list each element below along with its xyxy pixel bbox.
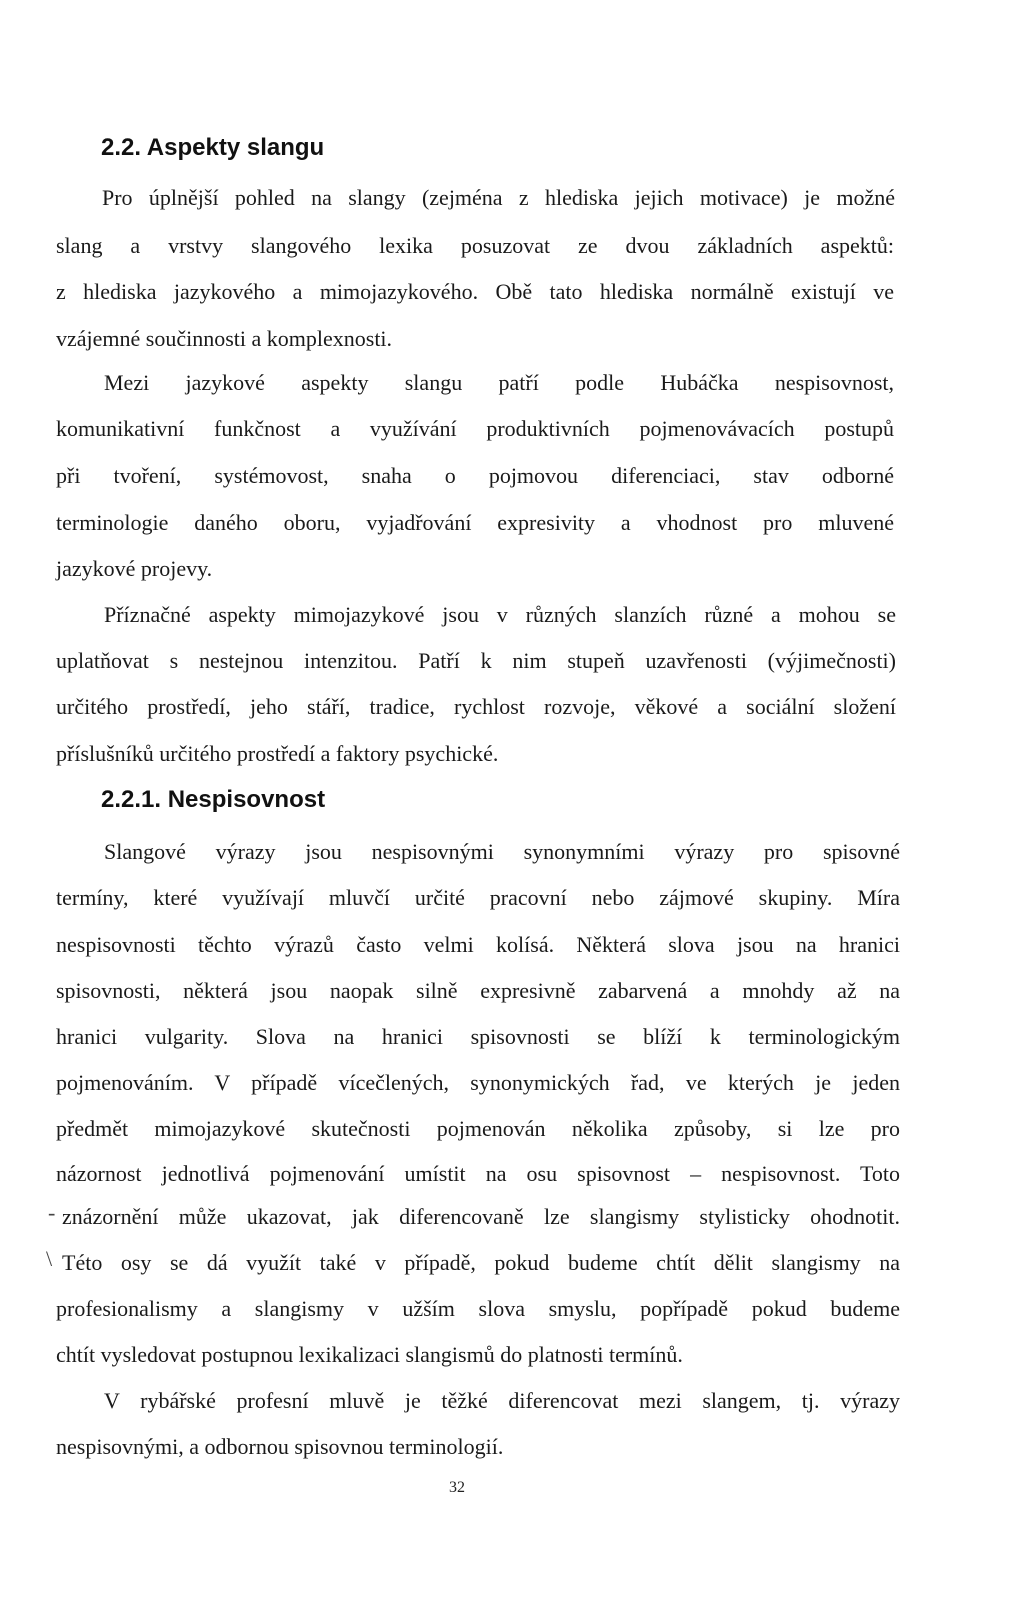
text-line: příslušníků určitého prostředí a faktory psychické.: [56, 741, 499, 766]
text-line: uplatňovat s nestejnou intenzitou. Patří k nim stupeň uzavřenosti (výjimečnosti): [56, 648, 896, 673]
subsection-heading: 2.2.1. Nespisovnost: [101, 786, 326, 813]
text-line: z hlediska jazykového a mimojazykového. Obě tato hlediska normálně existují ve: [56, 279, 894, 304]
text-line: nespisovnými, a odbornou spisovnou terminologií.: [56, 1434, 504, 1459]
text-line: Pro úplnější pohled na slangy (zejména z hlediska jejich motivace) je možné: [102, 185, 895, 210]
text-line: slang a vrstvy slangového lexika posuzovat ze dvou základních aspektů:: [56, 233, 894, 258]
text-line: Slangové výrazy jsou nespisovnými synonymními výrazy pro spisovné: [104, 839, 900, 864]
page-number: 32: [449, 1479, 465, 1496]
text-line: Mezi jazykové aspekty slangu patří podle Hubáčka nespisovnost,: [104, 370, 894, 395]
text-line: předmět mimojazykové skutečnosti pojmenován několika způsoby, si lze pro: [56, 1116, 900, 1141]
text-line: určitého prostředí, jeho stáří, tradice, rychlost rozvoje, věkové a sociální složení: [56, 694, 896, 719]
text-line: Této osy se dá využít také v případě, pokud budeme chtít dělit slangismy na: [62, 1250, 900, 1275]
text-line: Příznačné aspekty mimojazykové jsou v různých slanzích různé a mohou se: [104, 602, 896, 627]
text-line: znázornění může ukazovat, jak diferencovaně lze slangismy stylisticky ohodnotit.: [62, 1204, 900, 1229]
text-line: V rybářské profesní mluvě je těžké diferencovat mezi slangem, tj. výrazy: [104, 1388, 900, 1413]
margin-mark: -: [48, 1200, 56, 1225]
text-line: spisovnosti, některá jsou naopak silně expresivně zabarvená a mnohdy až na: [56, 978, 900, 1003]
section-heading: 2.2. Aspekty slangu: [101, 134, 325, 161]
text-line: názornost jednotlivá pojmenování umístit na osu spisovnost – nespisovnost. Toto: [56, 1161, 900, 1186]
text-line: profesionalismy a slangismy v užším slova smyslu, popřípadě pokud budeme: [56, 1296, 900, 1321]
text-line: komunikativní funkčnost a využívání produktivních pojmenovávacích postupů: [56, 416, 894, 441]
text-line: nespisovnosti těchto výrazů často velmi kolísá. Některá slova jsou na hranici: [56, 932, 900, 957]
text-line: hranici vulgarity. Slova na hranici spisovnosti se blíží k terminologickým: [56, 1024, 900, 1049]
text-line: vzájemné součinnosti a komplexnosti.: [56, 326, 393, 351]
text-line: pojmenováním. V případě vícečlených, synonymických řad, ve kterých je jeden: [56, 1070, 900, 1095]
text-line: termíny, které využívají mluvčí určité pracovní nebo zájmové skupiny. Míra: [56, 885, 900, 910]
margin-mark: \: [46, 1246, 53, 1271]
text-line: při tvoření, systémovost, snaha o pojmovou diferenciaci, stav odborné: [56, 463, 894, 488]
text-line: jazykové projevy.: [56, 556, 213, 581]
text-line: chtít vysledovat postupnou lexikalizaci slangismů do platnosti termínů.: [56, 1342, 683, 1367]
text-line: terminologie daného oboru, vyjadřování expresivity a vhodnost pro mluvené: [56, 510, 894, 535]
